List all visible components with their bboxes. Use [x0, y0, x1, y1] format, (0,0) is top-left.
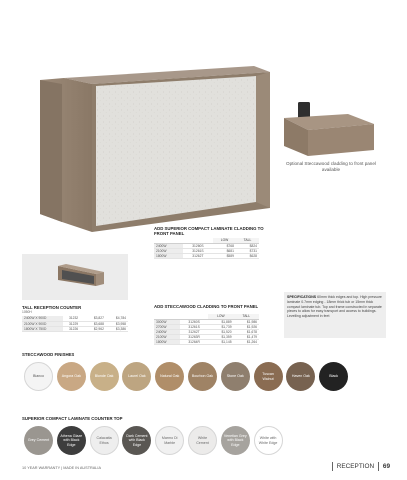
swatch-label: Dark Cement with Black Edge	[126, 434, 148, 447]
counter-thumbnail	[22, 254, 128, 300]
low-price-cell: $768	[213, 243, 236, 248]
finish-swatches	[24, 362, 352, 391]
finish-swatch	[254, 362, 283, 391]
tall-price-cell: $731	[236, 248, 259, 253]
compact-panel-table	[154, 238, 259, 259]
price-cell: $3,386	[106, 326, 128, 331]
finish-swatch	[24, 426, 53, 455]
swatch-label: Athena Glaze with Black Edge	[60, 434, 83, 447]
swatch-label: Haven Oak	[291, 374, 310, 379]
footer-section: RECEPTION	[336, 463, 375, 470]
size-cell: 1800W X 750D	[22, 326, 63, 331]
finishes-title: STECCAWOOD FINISHES	[22, 352, 75, 357]
col-low: LOW	[213, 238, 236, 243]
swatch-label: Laurel Oak	[128, 374, 146, 379]
countertop-swatches	[24, 426, 286, 455]
hero-caption: Optional Steccawood cladding to front panel available	[286, 161, 376, 172]
swatch-label: Blonde Oak	[94, 374, 114, 379]
footer-warranty: 10 YEAR WARRANTY | MADE IN AUSTRALIA	[22, 466, 101, 470]
finish-swatch	[155, 362, 184, 391]
code-cell: 31232	[63, 316, 84, 321]
specifications-text: 60mm thick edges and top. High pressure laminate 0.7mm edging - 18mm thick tub or 15mm thick compact laminate tub. Top and frame constructed in separate pieces to allow for easy transport and access to buildings. Levelling adjustment in feet	[287, 295, 382, 319]
finish-swatch	[155, 426, 184, 455]
code-cell: 31262T	[183, 253, 213, 258]
price-cell: $4,784	[106, 316, 128, 321]
code-cell: 31263R	[180, 335, 208, 340]
stecca-panel-table	[154, 314, 259, 345]
tall-price-cell: $1,479	[234, 335, 259, 340]
code-cell: 31260S	[183, 243, 213, 248]
swatch-label: Natural Oak	[160, 374, 180, 379]
counter-table	[22, 316, 128, 332]
swatch-label: Stone Oak	[226, 374, 244, 379]
counter-subtitle: 1050H	[22, 310, 32, 314]
col-low: LOW	[208, 314, 233, 319]
low-price-cell: $1,889	[208, 319, 233, 324]
finish-swatch	[254, 426, 283, 455]
price-cell: $3,688	[84, 321, 106, 326]
size-cell: 2100W X 900D	[22, 321, 63, 326]
finish-swatch	[122, 426, 151, 455]
tall-price-cell: $1,678	[234, 329, 259, 334]
swatch-label: Marmo Di Marble	[161, 436, 178, 445]
swatch-label: Bourbon Oak	[191, 374, 214, 379]
code-cell: 31226	[63, 326, 84, 331]
price-cell: $2,962	[84, 326, 106, 331]
size-cell: 2700W	[154, 324, 180, 329]
low-price-cell: $1,359	[208, 335, 233, 340]
size-cell: 2100W	[154, 248, 183, 253]
swatch-label: Angora Oak	[61, 374, 81, 379]
counter-title: TALL RECEPTION COUNTER	[22, 305, 82, 310]
compact-panel-title: ADD SUPERIOR COMPACT LAMINATE CLADDING TO FRONT PANEL	[154, 226, 264, 236]
code-cell: 31261S	[183, 248, 213, 253]
page-footer	[328, 462, 390, 471]
tall-price-cell: $1,986	[234, 319, 259, 324]
finish-swatch	[221, 362, 250, 391]
code-cell: 31261S	[180, 324, 208, 329]
col-tall: TALL	[234, 314, 259, 319]
tall-price-cell: $628	[236, 253, 259, 258]
finish-swatch	[286, 362, 315, 391]
table-row	[22, 326, 128, 331]
code-cell: 31229	[63, 321, 84, 326]
low-price-cell: $1,145	[208, 340, 233, 345]
footer-divider	[332, 462, 333, 471]
size-cell: 1800W	[154, 253, 183, 258]
swatch-label: White Cement	[196, 436, 209, 445]
size-cell: 2100W	[154, 335, 180, 340]
col-tall: TALL	[236, 238, 259, 243]
swatch-label: Bianco	[33, 374, 44, 379]
code-cell: 31262T	[180, 329, 208, 334]
low-price-cell: $589	[213, 253, 236, 258]
finish-swatch	[221, 426, 250, 455]
desk-option-photo	[278, 100, 378, 158]
reception-desk-image	[0, 0, 300, 240]
tall-price-cell: $1,264	[234, 340, 259, 345]
table-row	[154, 340, 259, 345]
finish-swatch	[319, 362, 348, 391]
footer-divider	[378, 462, 379, 471]
finish-swatch	[122, 362, 151, 391]
price-cell: $3,827	[84, 316, 106, 321]
page-number: 69	[382, 463, 390, 470]
finish-swatch	[57, 362, 86, 391]
low-price-cell: $681	[213, 248, 236, 253]
finish-swatch	[90, 362, 119, 391]
code-cell: 31260S	[180, 319, 208, 324]
swatch-label: Tuscan Walnut	[262, 372, 274, 381]
swatch-label: Grey Cement	[27, 438, 50, 443]
size-cell: 2400W	[154, 243, 183, 248]
specifications-box	[284, 292, 386, 338]
price-cell: $3,958	[106, 321, 128, 326]
tall-price-cell: $824	[236, 243, 259, 248]
code-cell: 31264R	[180, 340, 208, 345]
finish-swatch	[188, 362, 217, 391]
finish-swatch	[90, 426, 119, 455]
specifications-heading: SPECIFICATIONS	[287, 295, 317, 299]
finish-swatch	[57, 426, 86, 455]
swatch-label: Black	[329, 374, 339, 379]
swatch-label: Venetian Grey with Black Edge	[223, 434, 247, 447]
size-cell: 2400W	[154, 329, 180, 334]
finish-swatch	[188, 426, 217, 455]
size-cell: 2400W X 900D	[22, 316, 63, 321]
swatch-label: White with White Edge	[258, 436, 278, 445]
low-price-cell: $1,739	[208, 324, 233, 329]
finish-swatch	[24, 362, 53, 391]
tall-price-cell: $1,926	[234, 324, 259, 329]
stecca-panel-title: ADD STECCAWOOD CLADDING TO FRONT PANEL	[154, 304, 259, 309]
countertop-title: SUPERIOR COMPACT LAMINATE COUNTER TOP	[22, 416, 123, 421]
table-row	[154, 253, 259, 258]
size-cell: 1800W	[154, 340, 180, 345]
swatch-label: Calacatta Ethos	[96, 436, 112, 445]
low-price-cell: $1,520	[208, 329, 233, 334]
size-cell: 3000W	[154, 319, 180, 324]
